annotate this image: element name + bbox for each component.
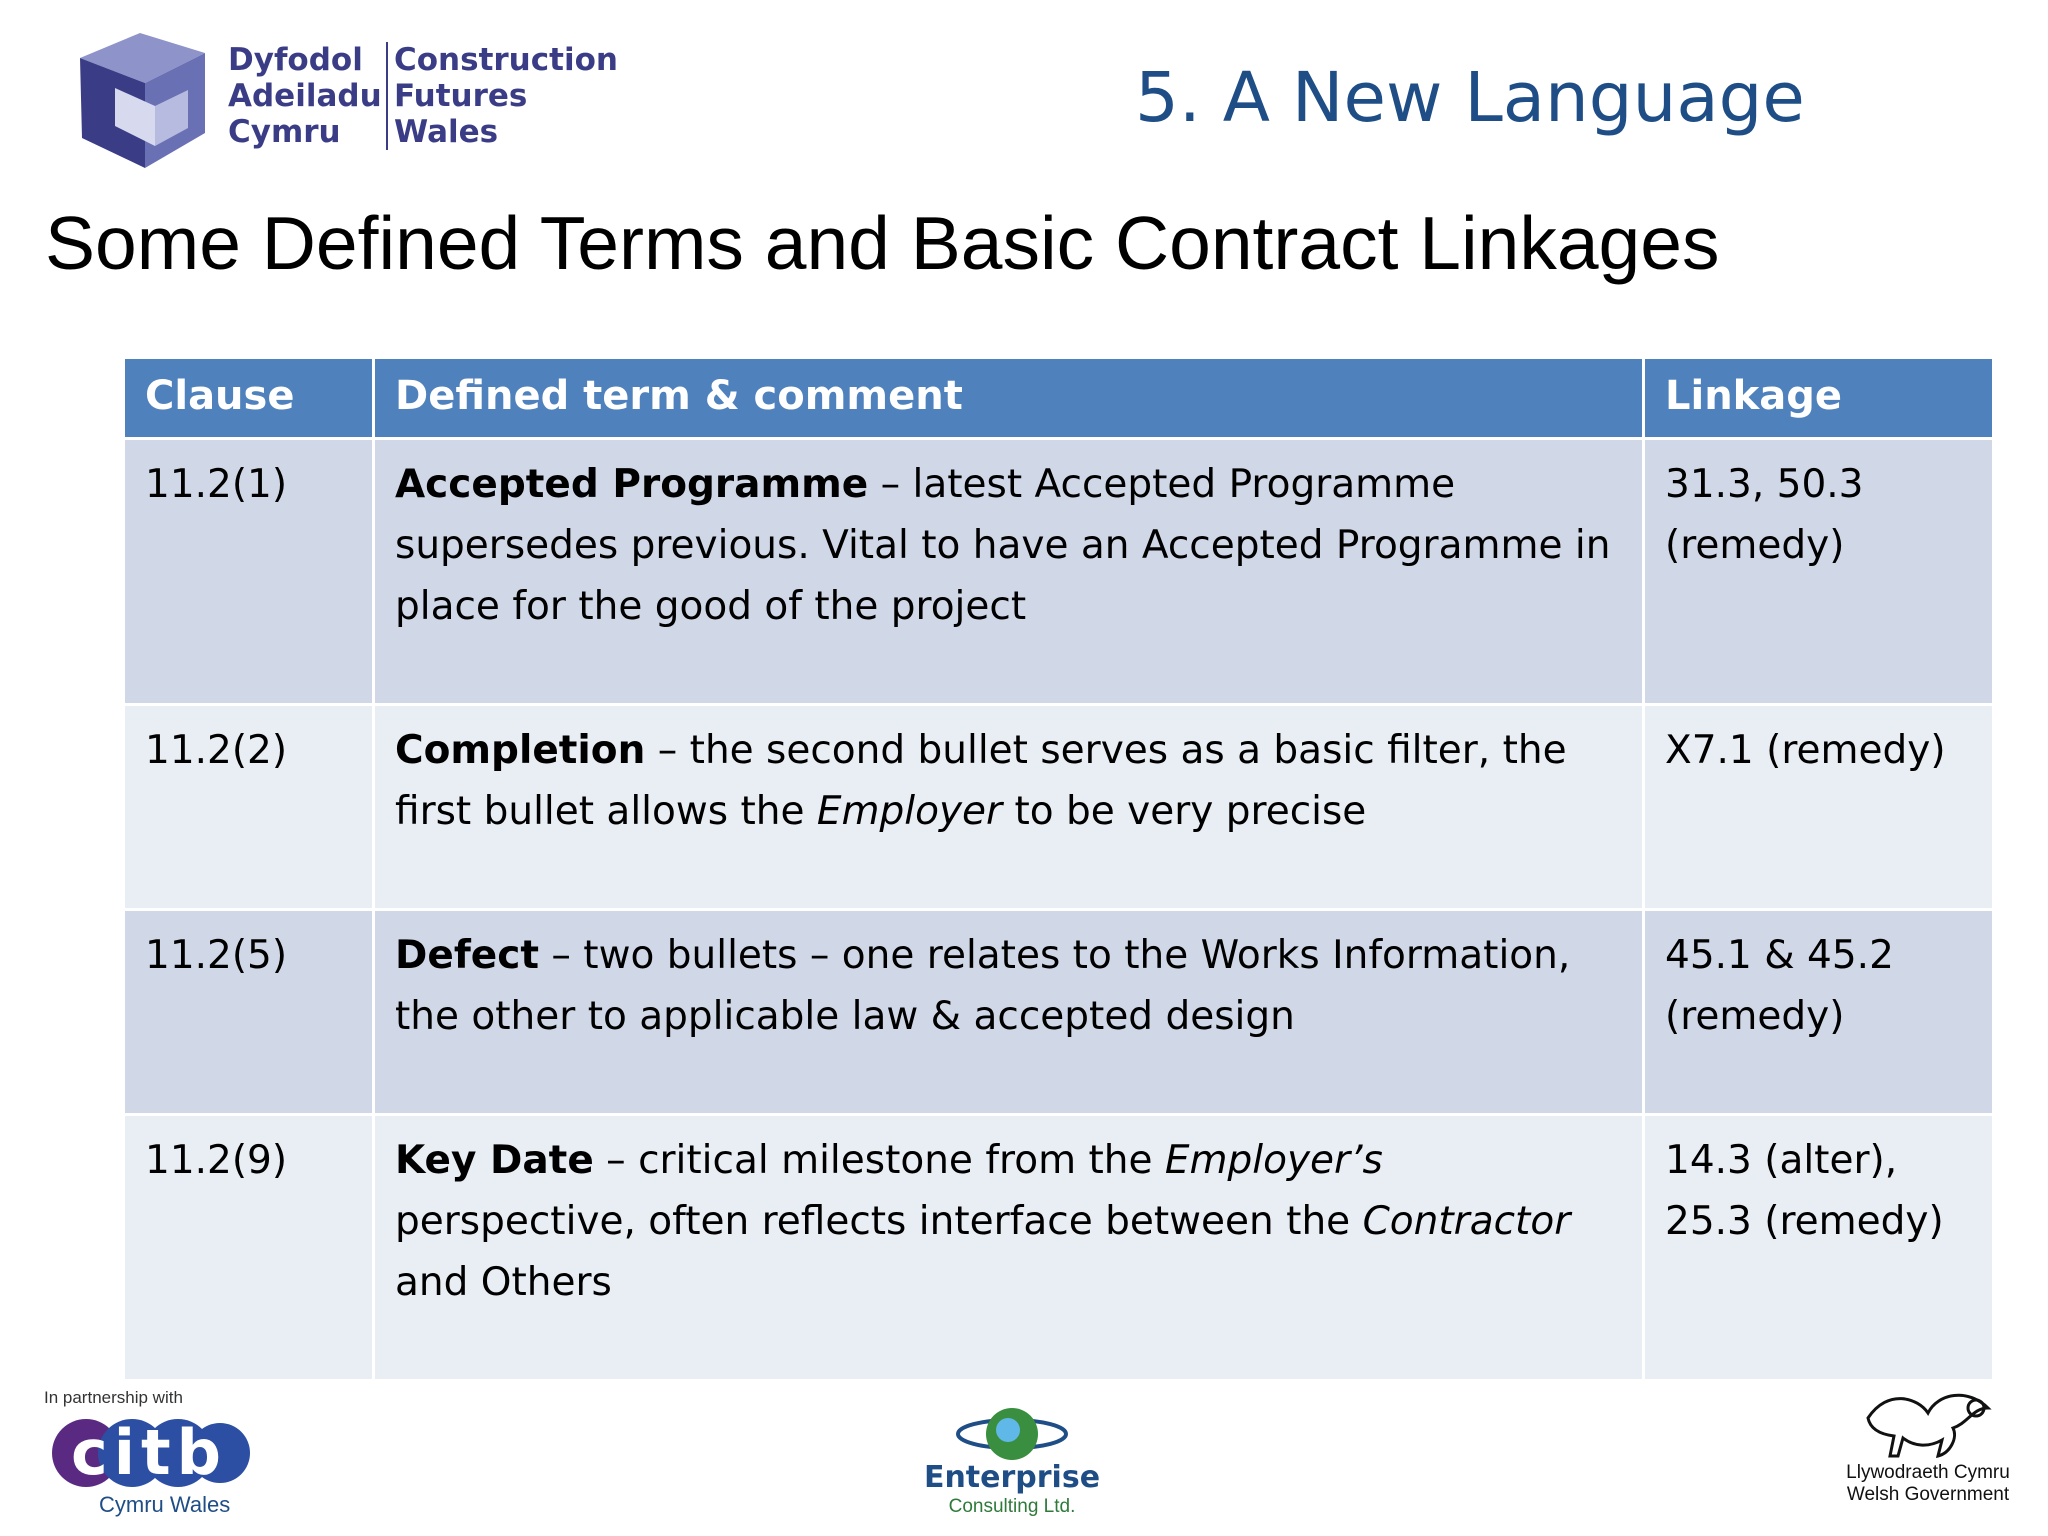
- linkage-cell: 14.3 (alter), 25.3 (remedy): [1644, 1115, 1994, 1381]
- clause-cell: 11.2(9): [124, 1115, 374, 1381]
- linkage-cell: 45.1 & 45.2 (remedy): [1644, 910, 1994, 1115]
- term-name: Accepted Programme: [395, 462, 869, 507]
- table-row: [124, 439, 1994, 705]
- clause-cell: 11.2(5): [124, 910, 374, 1115]
- term-cell: Completion – the second bullet serves as a basic filter, the first bullet allows the Employer to be very precise: [374, 705, 1644, 910]
- header-term: Defined term & comment: [374, 358, 1644, 439]
- enterprise-logo: [912, 1400, 1112, 1530]
- header-clause: Clause: [124, 358, 374, 439]
- cube-logo-icon: [70, 28, 220, 178]
- enterprise-subtitle: Consulting Ltd.: [948, 1496, 1076, 1517]
- slide-title: Some Defined Terms and Basic Contract Linkages: [45, 201, 1720, 285]
- term-name: Key Date: [395, 1138, 594, 1183]
- table-row: [124, 1115, 1994, 1381]
- citb-wordmark-icon: [44, 1408, 254, 1498]
- linkage-cell: 31.3, 50.3 (remedy): [1644, 439, 1994, 705]
- term-cell: Defect – two bullets – one relates to the Works Information, the other to applicable law & accepted design: [374, 910, 1644, 1115]
- welsh-government-logo: [1838, 1378, 2018, 1528]
- logo-english-text: Construction Futures Wales: [386, 42, 618, 150]
- logo-welsh-text: Dyfodol Adeiladu Cymru: [228, 42, 382, 150]
- construction-futures-wales-logo: [70, 28, 618, 178]
- header-linkage: Linkage: [1644, 358, 1994, 439]
- table-row: [124, 705, 1994, 910]
- clause-cell: 11.2(2): [124, 705, 374, 910]
- table-row: [124, 910, 1994, 1115]
- clause-cell: 11.2(1): [124, 439, 374, 705]
- term-comment: – latest Accepted Programme supersedes previous. Vital to have an Accepted Programme in place for the good of the project: [395, 462, 1611, 629]
- enterprise-name: Enterprise: [923, 1460, 1101, 1495]
- term-name: Defect: [395, 933, 540, 978]
- welsh-gov-line1: Llywodraeth Cymru: [1846, 1462, 2010, 1483]
- table-header-row: [124, 358, 1994, 439]
- term-name: Completion: [395, 728, 646, 773]
- citb-subtitle: Cymru Wales: [99, 1492, 231, 1517]
- term-cell: [374, 439, 1644, 705]
- dragon-icon: [1858, 1378, 1998, 1462]
- section-title: 5. A New Language: [1135, 58, 1805, 138]
- linkage-cell: X7.1 (remedy): [1644, 705, 1994, 910]
- svg-text:citb: citb: [70, 1416, 228, 1489]
- defined-terms-table: [122, 356, 1995, 1382]
- welsh-gov-line2: Welsh Government: [1846, 1484, 2010, 1505]
- citb-logo: [44, 1388, 254, 1518]
- citb-partner-text: In partnership with: [44, 1388, 183, 1407]
- term-cell: Key Date – critical milestone from the Employer’s perspective, often reflects interface between the Contractor and Others: [374, 1115, 1644, 1381]
